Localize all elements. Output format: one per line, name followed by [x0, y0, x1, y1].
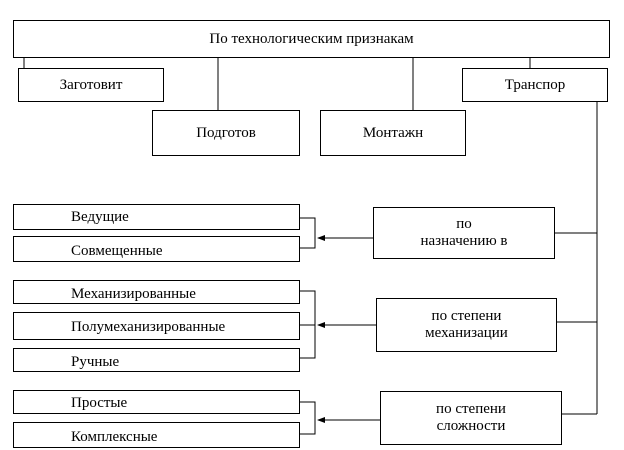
root-node — [13, 20, 610, 58]
bracket-group-2 — [300, 291, 315, 358]
item-node-label: Механизированные — [71, 286, 196, 302]
root-node-label: По технологическим признакам — [209, 30, 414, 47]
item-node-kompleksnye — [13, 422, 300, 448]
item-node-label: Простые — [71, 395, 128, 411]
item-node-label: Ручные — [71, 354, 120, 370]
category-node-complexity — [380, 391, 562, 445]
item-node-label: Комплексные — [71, 429, 158, 445]
item-node-polumekhanizirovannye — [13, 312, 300, 340]
category-node-line: по — [456, 216, 472, 232]
category-node-line: по степени — [436, 401, 506, 417]
category-node-mechanization — [376, 298, 557, 352]
item-node-label: Полумеханизированные — [71, 319, 226, 335]
branch-node-transpor — [462, 68, 608, 102]
category-node-line: по степени — [431, 308, 502, 324]
branch-node-podgotov — [152, 110, 300, 156]
branch-node-label: Монтажн — [362, 124, 424, 141]
branch-node-zagotovit — [18, 68, 164, 102]
category-node-line: назначению в — [420, 233, 508, 249]
branch-node-label: Транспор — [504, 76, 566, 93]
bracket-group-1 — [300, 218, 315, 248]
category-node-purpose — [373, 207, 555, 259]
item-node-mekhanizirovannye — [13, 280, 300, 304]
item-node-label: Ведущие — [71, 209, 129, 225]
category-node-line: механизации — [425, 325, 508, 341]
bracket-group-3 — [300, 402, 315, 434]
item-node-label: Совмещенные — [71, 243, 163, 259]
item-node-sovmeshchennye — [13, 236, 300, 262]
branch-node-label: Подготов — [196, 124, 256, 141]
item-node-prostye — [13, 390, 300, 414]
item-node-ruchnye — [13, 348, 300, 372]
branch-node-montazhn — [320, 110, 466, 156]
item-node-vedushchie — [13, 204, 300, 230]
category-node-line: сложности — [436, 418, 506, 434]
branch-node-label: Заготовит — [59, 76, 123, 93]
